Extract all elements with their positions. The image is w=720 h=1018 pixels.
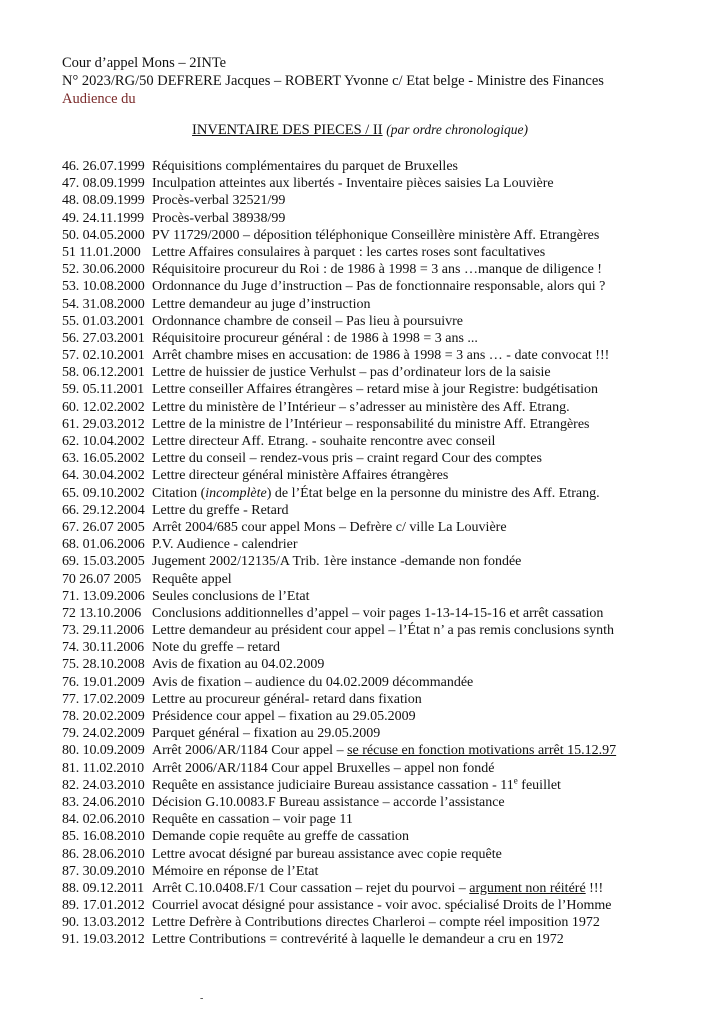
item-number-date: 74. 30.11.2006	[62, 640, 145, 656]
item-description-text: Parquet général – fixation au 29.05.2009	[152, 726, 381, 742]
inventory-item	[62, 571, 700, 588]
item-description-text: Réquisitions complémentaires du parquet de Bruxelles	[152, 159, 458, 174]
inventory-item	[62, 708, 700, 725]
item-number-date: 63. 16.05.2002	[62, 451, 145, 467]
item-description-text: Arrêt 2006/AR/1184 Cour appel Bruxelles – appel non fondé	[152, 760, 495, 776]
inventory-item	[62, 588, 700, 605]
item-description	[152, 347, 700, 364]
inventory-item	[62, 467, 700, 484]
item-number-date: 72 13.10.2006	[62, 605, 142, 621]
item-description	[152, 519, 700, 536]
item-description-text: Lettre Defrère à Contributions directes Charleroi – compte réel imposition 1972	[152, 915, 600, 931]
item-description	[152, 416, 700, 433]
item-number-date: 61. 29.03.2012	[62, 416, 145, 432]
item-description	[152, 433, 700, 450]
item-description	[152, 828, 700, 845]
inventory-item	[62, 313, 700, 330]
item-description-text: Lettre directeur Aff. Etrang. - souhaite rencontre avec conseil	[152, 434, 496, 449]
item-description	[152, 794, 700, 811]
inventory-title-sub: (par ordre chronologique)	[386, 122, 528, 137]
item-number-date: 50. 04.05.2000	[62, 227, 145, 243]
inventory-item	[62, 519, 700, 536]
item-description	[152, 708, 700, 725]
item-description-text: Ordonnance du Juge d’instruction – Pas de fonctionnaire responsable, alors qui ?	[152, 279, 606, 295]
item-number-date: 83. 24.06.2010	[62, 794, 145, 810]
item-description-text: Lettre du conseil – rendez-vous pris – craint regard Cour des comptes	[152, 451, 542, 467]
item-number-date: 87. 30.09.2010	[62, 863, 145, 879]
item-description	[152, 588, 700, 605]
inventory-item	[62, 725, 700, 742]
item-description	[152, 742, 700, 759]
item-description-text: Arrêt C.10.0408.F/1 Cour cassation – rejet du pourvoi –	[152, 880, 470, 896]
inventory-item	[62, 674, 700, 691]
item-description	[152, 777, 700, 794]
item-description-text: Lettre du ministère de l’Intérieur – s’adresser au ministère des Aff. Etrang.	[152, 399, 570, 415]
inventory-item	[62, 330, 700, 347]
item-description-text: Procès-verbal 38938/99	[152, 210, 286, 226]
item-description-text: Lettre avocat désigné par bureau assistance avec copie requête	[152, 846, 502, 862]
item-description	[152, 502, 700, 519]
inventory-item	[62, 347, 700, 364]
item-description	[152, 261, 700, 278]
item-description	[152, 691, 700, 708]
item-number-date: 91. 19.03.2012	[62, 932, 145, 948]
item-description-text: Requête en cassation – voir page 11	[152, 812, 353, 828]
inventory-item	[62, 261, 700, 278]
inventory-item	[62, 897, 700, 914]
item-description	[152, 622, 700, 639]
item-description-text: Requête appel	[152, 571, 232, 587]
case-number-line: N° 2023/RG/50 DEFRERE Jacques – ROBERT Yvonne c/ Etat belge - Ministre des Finances	[62, 73, 604, 89]
item-description-text: Note du greffe – retard	[152, 640, 281, 656]
inventory-item	[62, 399, 700, 416]
item-number-date: 78. 20.02.2009	[62, 709, 145, 724]
item-description-text: Lettre demandeur au juge d’instruction	[152, 296, 371, 312]
inventory-item	[62, 828, 700, 845]
inventory-title-main: INVENTAIRE DES PIECES / II	[192, 122, 383, 138]
item-description	[152, 914, 700, 931]
item-number-date: 70 26.07 2005	[62, 571, 142, 587]
inventory-item	[62, 605, 700, 622]
item-number-date: 49. 24.11.1999	[62, 210, 145, 226]
inventory-item	[62, 450, 700, 467]
item-description	[152, 192, 700, 209]
item-description-text: Jugement 2002/12135/A Trib. 1ère instance -demande non fondée	[152, 554, 522, 570]
item-number-date: 75. 28.10.2008	[62, 657, 145, 673]
footer-mark: -	[200, 993, 204, 1004]
item-description	[152, 571, 700, 588]
item-number-date: 90. 13.03.2012	[62, 915, 145, 931]
item-description	[152, 553, 700, 570]
item-description-text: !!!	[585, 880, 604, 896]
inventory-item	[62, 656, 700, 673]
item-description-text: Lettre conseiller Affaires étrangères – retard mise à jour Registre: budgétisation	[152, 382, 599, 398]
item-description	[152, 364, 700, 381]
inventory-item	[62, 622, 700, 639]
item-description-text: Ordonnance chambre de conseil – Pas lieu à poursuivre	[152, 313, 464, 329]
item-number-date: 79. 24.02.2009	[62, 726, 145, 742]
item-description	[152, 639, 700, 656]
item-description	[152, 399, 700, 416]
inventory-item	[62, 381, 700, 398]
item-description-text: Arrêt 2006/AR/1184 Cour appel –	[152, 743, 348, 759]
item-description-text: Citation (	[152, 485, 206, 501]
inventory-item	[62, 846, 700, 863]
inventory-item	[62, 863, 700, 880]
item-number-date: 73. 29.11.2006	[62, 623, 145, 639]
item-description	[152, 931, 700, 948]
item-description-text: se récuse en fonction motivations arrêt 15.12.97	[347, 743, 617, 759]
item-description-text: Demande copie requête au greffe de cassation	[152, 829, 410, 845]
item-number-date: 52. 30.06.2000	[62, 262, 145, 278]
item-description-text: Réquisitoire procureur du Roi : de 1986 à 1998 = 3 ans …manque de diligence !	[152, 262, 602, 278]
item-number-date: 65. 09.10.2002	[62, 485, 145, 501]
inventory-item	[62, 880, 700, 897]
item-description	[152, 227, 700, 244]
item-number-date: 51 11.01.2000	[62, 244, 141, 260]
inventory-item	[62, 742, 700, 759]
item-number-date: 54. 31.08.2000	[62, 296, 145, 312]
item-description	[152, 381, 700, 398]
inventory-item	[62, 811, 700, 828]
document-header	[62, 54, 604, 108]
item-number-date: 86. 28.06.2010	[62, 846, 145, 862]
inventory-item	[62, 175, 700, 192]
item-description	[152, 450, 700, 467]
item-description	[152, 536, 700, 553]
item-description	[152, 880, 700, 897]
item-description-text: Lettre demandeur au président cour appel – l’État n’ a pas remis conclusions synth	[152, 623, 614, 639]
item-description-text: Lettre Contributions = contrevérité à laquelle le demandeur a cru en 1972	[152, 932, 564, 948]
court-line: Cour d’appel Mons – 2INTe	[62, 55, 227, 71]
inventory-item	[62, 210, 700, 227]
item-number-date: 82. 24.03.2010	[62, 777, 145, 793]
inventory-item	[62, 278, 700, 295]
item-description	[152, 674, 700, 691]
item-description-text: Lettre de huissier de justice Verhulst – pas d’ordinateur lors de la saisie	[152, 365, 551, 381]
item-description-text: incomplète	[205, 485, 267, 501]
item-number-date: 85. 16.08.2010	[62, 829, 145, 845]
item-number-date: 67. 26.07 2005	[62, 519, 145, 535]
item-description-text: Requête en assistance judiciaire Bureau assistance cassation - 11	[152, 777, 514, 793]
item-description-text: Lettre Affaires consulaires à parquet : les cartes roses sont facultatives	[152, 244, 546, 260]
item-description	[152, 485, 700, 502]
inventory-item	[62, 639, 700, 656]
item-number-date: 76. 19.01.2009	[62, 674, 145, 690]
inventory-item	[62, 244, 700, 261]
inventory-list	[62, 158, 700, 949]
item-number-date: 66. 29.12.2004	[62, 502, 145, 518]
item-description-text: Mémoire en réponse de l’Etat	[152, 863, 319, 879]
item-number-date: 71. 13.09.2006	[62, 588, 145, 604]
item-number-date: 68. 01.06.2006	[62, 537, 145, 553]
item-number-date: 89. 17.01.2012	[62, 898, 145, 914]
item-description-text: Lettre directeur général ministère Affaires étrangères	[152, 468, 449, 484]
inventory-item	[62, 553, 700, 570]
item-description-text: Réquisitoire procureur général : de 1986 à 1998 = 3 ans ...	[152, 330, 478, 346]
inventory-item	[62, 777, 700, 794]
item-number-date: 58. 06.12.2001	[62, 365, 145, 381]
inventory-item	[62, 691, 700, 708]
inventory-item	[62, 794, 700, 811]
inventory-item	[62, 192, 700, 209]
item-description	[152, 897, 700, 914]
item-description	[152, 296, 700, 313]
item-description	[152, 605, 700, 622]
item-description-text: Procès-verbal 32521/99	[152, 193, 286, 209]
item-number-date: 84. 02.06.2010	[62, 812, 145, 828]
item-number-date: 60. 12.02.2002	[62, 399, 145, 415]
item-description-text: argument non réitéré	[469, 880, 586, 896]
item-number-date: 62. 10.04.2002	[62, 434, 145, 449]
item-description-text: P.V. Audience - calendrier	[152, 537, 298, 553]
item-number-date: 55. 01.03.2001	[62, 313, 145, 329]
item-number-date: 64. 30.04.2002	[62, 468, 145, 484]
item-description-text: Arrêt 2004/685 cour appel Mons – Defrère c/ ville La Louvière	[152, 519, 507, 535]
item-description	[152, 330, 700, 347]
inventory-item	[62, 931, 700, 948]
item-description	[152, 656, 700, 673]
item-description-text: Lettre au procureur général- retard dans fixation	[152, 691, 422, 707]
item-description-text: Inculpation atteintes aux libertés - Inventaire pièces saisies La Louvière	[152, 176, 554, 192]
inventory-title	[0, 122, 720, 139]
inventory-item	[62, 158, 700, 175]
item-description-text: Lettre du greffe - Retard	[152, 502, 289, 518]
item-description-text: feuillet	[517, 777, 561, 793]
item-description	[152, 863, 700, 880]
item-number-date: 47. 08.09.1999	[62, 176, 145, 192]
item-description-text: Arrêt chambre mises en accusation: de 1986 à 1998 = 3 ans … - date convocat !!!	[152, 348, 610, 364]
inventory-item	[62, 760, 700, 777]
item-description	[152, 278, 700, 295]
item-description	[152, 210, 700, 227]
item-number-date: 81. 11.02.2010	[62, 760, 145, 776]
item-description-text: ) de l’État belge en la personne du ministre des Aff. Etrang.	[266, 485, 600, 501]
item-number-date: 57. 02.10.2001	[62, 348, 145, 364]
item-description-text: Lettre de la ministre de l’Intérieur – responsabilité du ministre Aff. Etrangères	[152, 416, 590, 432]
hearing-line: Audience du	[62, 91, 136, 107]
item-description-text: Avis de fixation au 04.02.2009	[152, 657, 325, 673]
item-description	[152, 467, 700, 484]
inventory-item	[62, 502, 700, 519]
item-description-text: Présidence cour appel – fixation au 29.05.2009	[152, 709, 416, 724]
item-description	[152, 811, 700, 828]
item-description	[152, 846, 700, 863]
item-description-text: Décision G.10.0083.F Bureau assistance – accorde l’assistance	[152, 794, 505, 810]
item-description	[152, 313, 700, 330]
item-description	[152, 175, 700, 192]
inventory-item	[62, 227, 700, 244]
item-description	[152, 725, 700, 742]
item-description-text: Courriel avocat désigné pour assistance - voir avoc. spécialisé Droits de l’Homme	[152, 898, 612, 914]
inventory-item	[62, 485, 700, 502]
item-number-date: 56. 27.03.2001	[62, 330, 145, 346]
item-description-text: Avis de fixation – audience du 04.02.2009 décommandée	[152, 674, 474, 690]
inventory-item	[62, 433, 700, 450]
item-number-date: 46. 26.07.1999	[62, 159, 145, 174]
item-description-text: e	[513, 776, 518, 786]
item-description-text: Seules conclusions de l’Etat	[152, 588, 310, 604]
item-number-date: 59. 05.11.2001	[62, 382, 145, 398]
item-number-date: 69. 15.03.2005	[62, 554, 145, 570]
item-description	[152, 760, 700, 777]
item-number-date: 53. 10.08.2000	[62, 279, 145, 295]
inventory-item	[62, 296, 700, 313]
inventory-item	[62, 914, 700, 931]
inventory-item	[62, 416, 700, 433]
item-description	[152, 158, 700, 175]
item-number-date: 80. 10.09.2009	[62, 743, 145, 759]
item-number-date: 48. 08.09.1999	[62, 193, 145, 209]
item-description	[152, 244, 700, 261]
inventory-item	[62, 364, 700, 381]
item-number-date: 88. 09.12.2011	[62, 880, 145, 896]
item-number-date: 77. 17.02.2009	[62, 691, 145, 707]
item-description-text: Conclusions additionnelles d’appel – voir pages 1-13-14-15-16 et arrêt cassation	[152, 605, 604, 621]
inventory-item	[62, 536, 700, 553]
item-description-text: PV 11729/2000 – déposition téléphonique Conseillère ministère Aff. Etrangères	[152, 227, 600, 243]
